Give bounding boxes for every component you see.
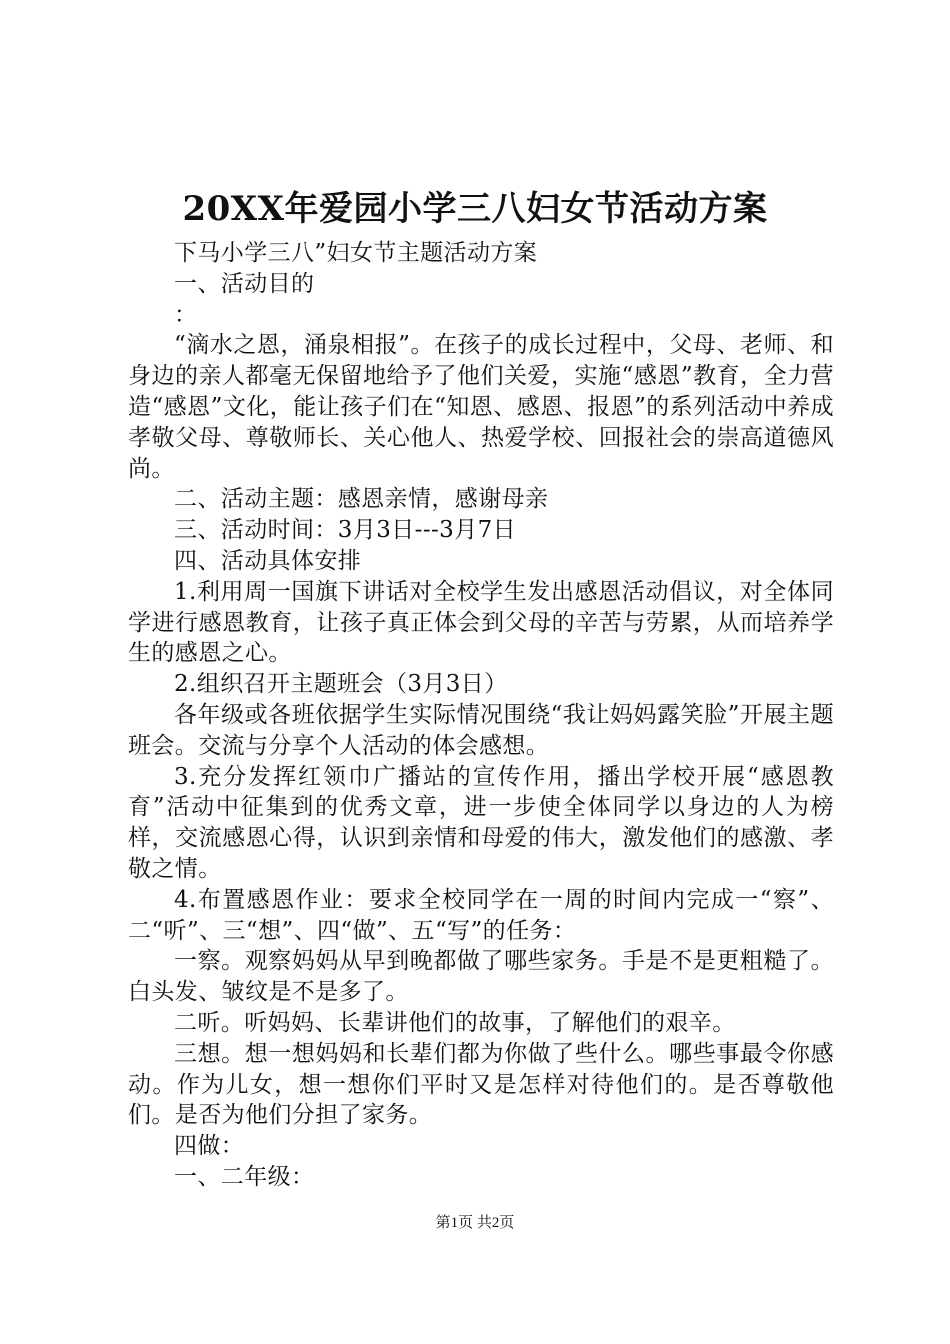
document-title: 20XX年爱园小学三八妇女节活动方案 xyxy=(182,189,768,229)
paragraph-think: 三想。想一想妈妈和长辈们都为你做了些什么。哪些事最令你感动。作为儿女，想一想你们平时又是怎样对待他们的。是否尊敬他们。是否为他们分担了家务。 xyxy=(128,1040,834,1129)
paragraph-item-2: 2.组织召开主题班会（3月3日） xyxy=(174,671,508,698)
paragraph-do: 四做： xyxy=(174,1133,245,1160)
paragraph-section-1-heading: 一、活动目的 xyxy=(174,270,315,297)
paragraph-arrangement-heading: 四、活动具体安排 xyxy=(174,547,362,574)
paragraph-time: 三、活动时间：3月3日---3月7日 xyxy=(174,517,517,544)
document-body xyxy=(128,238,834,1193)
paragraph-grade-1-2: 一、二年级： xyxy=(174,1163,315,1190)
paragraph-colon: ： xyxy=(174,301,198,328)
paragraph-purpose: “滴水之恩，涌泉相报”。在孩子的成长过程中，父母、老师、和身边的亲人都毫无保留地给予了他们关爱，实施“感恩”教育，全力营造“感恩”文化，能让孩子们在“知恩、感恩、报恩”的系列活动中养成孝敬父母、尊敬师长、关心他人、热爱学校、回报社会的崇高道德风尚。 xyxy=(128,332,834,482)
paragraph-item-3: 3.充分发挥红领巾广播站的宣传作用，播出学校开展“感恩教育”活动中征集到的优秀文章，进一步使全体同学以身边的人为榜样，交流感恩心得，认识到亲情和母爱的伟大，激发他们的感激、孝敬之情。 xyxy=(128,763,834,882)
paragraph-item-1: 1.利用周一国旗下讲话对全校学生发出感恩活动倡议，对全体同学进行感恩教育，让孩子真正体会到父母的辛苦与劳累，从而培养学生的感恩之心。 xyxy=(128,578,834,667)
paragraph-listen: 二听。听妈妈、长辈讲他们的故事，了解他们的艰辛。 xyxy=(174,1009,736,1036)
paragraph-subtitle: 下马小学三八”妇女节主题活动方案 xyxy=(174,240,538,266)
paragraph-item-4: 4.布置感恩作业：要求全校同学在一周的时间内完成一“察”、二“听”、三“想”、四“做”、五“写”的任务： xyxy=(128,886,834,944)
paragraph-observe: 一察。观察妈妈从早到晚都做了哪些家务。手是不是更粗糙了。白头发、皱纹是不是多了。 xyxy=(128,948,834,1006)
paragraph-theme: 二、活动主题：感恩亲情，感谢母亲 xyxy=(174,486,549,513)
page-footer: 第1页 共2页 xyxy=(435,1215,515,1231)
paragraph-item-2-detail: 各年级或各班依据学生实际情况围绕“我让妈妈露笑脸”开展主题班会。交流与分享个人活动的体会感想。 xyxy=(128,701,834,759)
